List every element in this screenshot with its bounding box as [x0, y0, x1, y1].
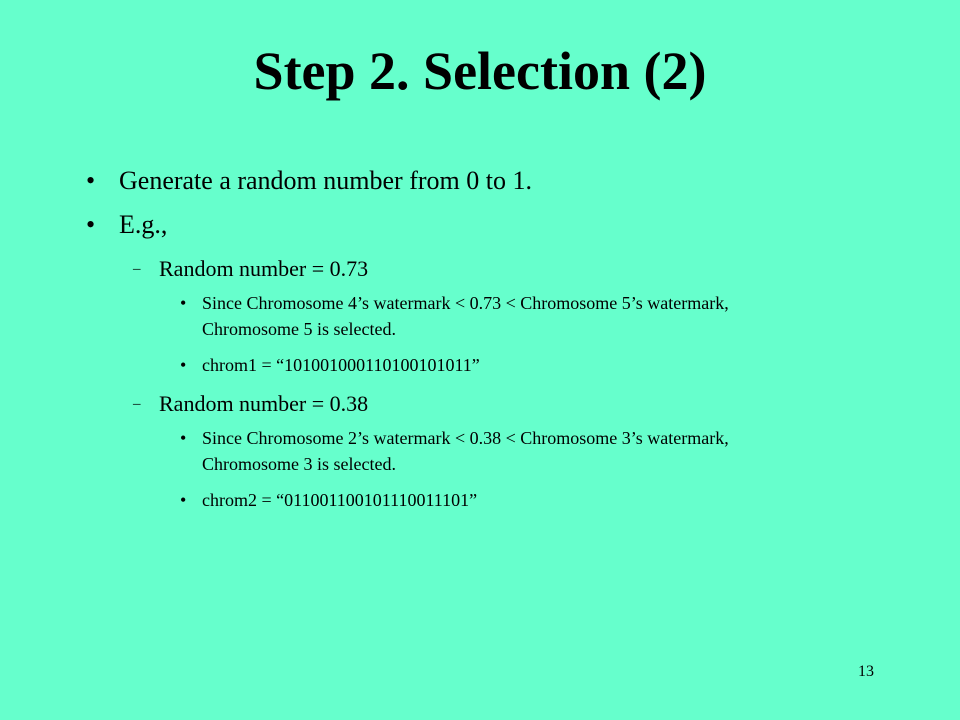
sub-bullet-text: Random number = 0.73: [159, 256, 369, 281]
page-number: 13: [858, 663, 874, 680]
sub-bullet-random-2: [133, 391, 783, 417]
sub-bullet-random-1: [133, 256, 783, 282]
bullet-marker: •: [180, 293, 187, 313]
slide-title: Step 2. Selection (2): [253, 41, 707, 101]
bullet-example: [86, 210, 786, 240]
detail-chrom2: [180, 487, 820, 513]
bullet-marker: •: [86, 210, 96, 239]
detail-text: chrom2 = “011001100101110011101”: [202, 490, 478, 510]
detail-text: chrom1 = “101001000110100101011”: [202, 355, 480, 375]
detail-text: Since Chromosome 2’s watermark < 0.38 < Chromosome 3’s watermark, Chromosome 3 is selected.: [202, 428, 729, 474]
sub-bullet-text: Random number = 0.38: [159, 391, 369, 416]
bullet-marker: •: [180, 490, 187, 510]
bullet-generate: [86, 166, 786, 196]
detail-chrom1: [180, 352, 820, 378]
bullet-text: E.g.,: [119, 210, 168, 239]
dash-marker: –: [133, 261, 141, 277]
bullet-marker: •: [86, 166, 96, 195]
bullet-marker: •: [180, 428, 187, 448]
detail-since-1: [180, 290, 820, 342]
detail-since-2: [180, 425, 820, 477]
bullet-text: Generate a random number from 0 to 1.: [119, 166, 532, 195]
detail-text: Since Chromosome 4’s watermark < 0.73 < Chromosome 5’s watermark, Chromosome 5 is selected.: [202, 293, 729, 339]
bullet-marker: •: [180, 355, 187, 375]
dash-marker: –: [133, 396, 141, 412]
